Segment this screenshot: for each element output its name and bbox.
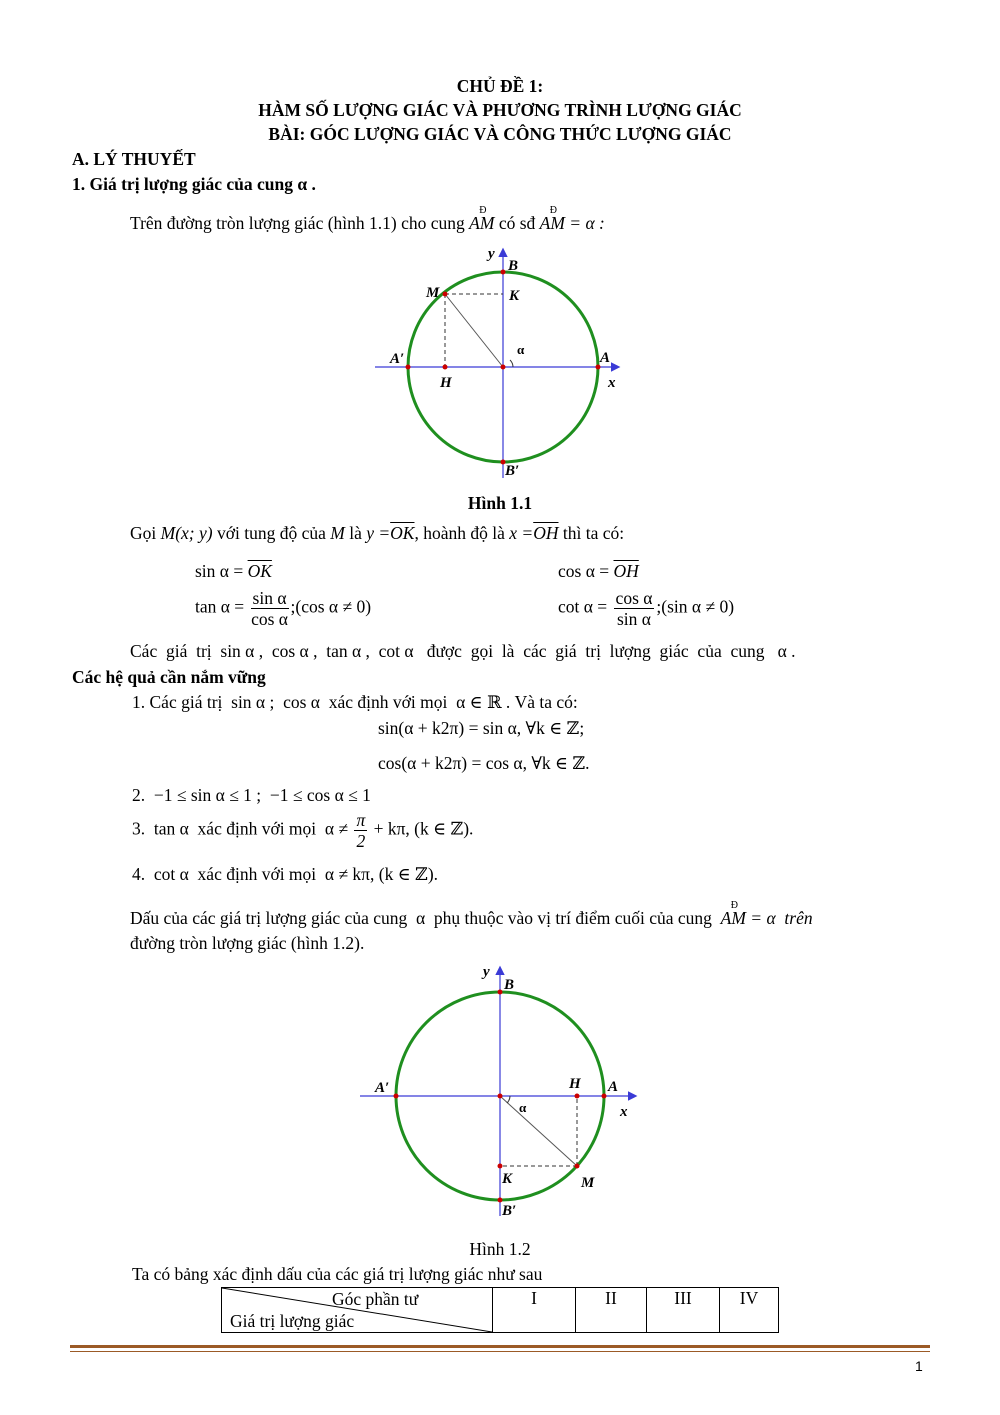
corollary-1-eq-2: cos(α + k2π) = cos α, ∀k ∈ ℤ. xyxy=(378,753,590,773)
corollary-3-tail: + kπ, (k ∈ ℤ). xyxy=(373,818,474,839)
arc-am-3 xyxy=(720,900,746,929)
pi-over-2 xyxy=(354,810,367,851)
intro-eq: = α : xyxy=(569,213,605,233)
column-header-3: III xyxy=(647,1288,720,1333)
sign-table xyxy=(221,1287,779,1333)
def-ok: $\overline{OK}$ xyxy=(390,523,415,543)
point-h-2 xyxy=(575,1094,580,1099)
cot-cond: (sin α ≠ 0) xyxy=(661,596,735,617)
label-ap-2: A′ xyxy=(375,1080,390,1096)
tan-den: cos α xyxy=(251,609,288,629)
label-k: K xyxy=(509,288,520,304)
cot-den: sin α xyxy=(617,609,651,629)
column-header-1: I xyxy=(493,1288,576,1333)
label-k-2: K xyxy=(502,1171,513,1187)
angle-arc-2 xyxy=(507,1096,510,1103)
label-a: A xyxy=(600,350,611,366)
arc-mark-2: Đ xyxy=(549,205,557,216)
label-x-2: x xyxy=(620,1104,628,1120)
unit-circle-figure-1 xyxy=(370,240,630,485)
sin-formula xyxy=(195,560,272,582)
def-text-a: Gọi xyxy=(130,523,157,543)
sign-paragraph-line-2: đường tròn lượng giác (hình 1.2). xyxy=(130,933,365,953)
pi-num: π xyxy=(356,810,366,830)
arc-mark: Đ xyxy=(479,205,487,216)
def-text-d: , hoành độ là xyxy=(414,523,505,543)
diagonal-header-cell xyxy=(222,1288,493,1333)
tan-lhs: tan α = xyxy=(195,596,245,617)
definition-line xyxy=(130,522,624,544)
pi-den: 2 xyxy=(356,831,366,851)
figure-2-caption: Hình 1.2 xyxy=(469,1239,531,1259)
point-m xyxy=(443,292,448,297)
intro-line xyxy=(130,205,605,234)
label-y: y xyxy=(488,246,495,262)
sign-line-1-end: = α trên xyxy=(750,908,813,928)
label-h: H xyxy=(440,375,452,391)
sign-paragraph-line-1 xyxy=(130,900,813,929)
corollary-1: 1. Các giá trị sin α ; cos α xác định với mọi α ∈ ℝ . Và ta có: xyxy=(132,692,578,712)
cos-formula xyxy=(558,560,639,582)
tan-cond: (cos α ≠ 0) xyxy=(295,596,372,617)
tan-sep: ; xyxy=(290,596,296,617)
label-m-2: M xyxy=(581,1175,595,1191)
point-k-2 xyxy=(498,1164,503,1169)
page-number: 1 xyxy=(915,1358,923,1374)
arc-label-3: AM xyxy=(720,908,746,928)
point-bp-2 xyxy=(498,1198,503,1203)
sign-line-1-text: Dấu của các giá trị lượng giác của cung α phụ thuộc vào vị trí điểm cuối của cung xyxy=(130,908,712,928)
def-y-lhs: y = xyxy=(366,523,391,543)
column-header-2: II xyxy=(576,1288,647,1333)
label-h-2: H xyxy=(569,1076,581,1092)
label-bp: B′ xyxy=(505,463,520,479)
arc-am xyxy=(469,205,495,234)
point-b-2 xyxy=(498,990,503,995)
label-bp-2: B′ xyxy=(502,1203,517,1219)
corollary-4: 4. cot α xác định với mọi α ≠ kπ, (k ∈ ℤ). xyxy=(132,864,439,884)
def-text-e: thì ta có: xyxy=(562,523,625,543)
sin-rhs: $\overline{OK}$ xyxy=(247,561,272,581)
cot-formula xyxy=(558,588,734,629)
arc-label-2: AM xyxy=(539,213,565,233)
def-text-c: là xyxy=(349,523,362,543)
section-a-heading: A. LÝ THUYẾT xyxy=(72,149,196,169)
footer-rule-thin xyxy=(70,1351,930,1352)
corollary-1-eq-1: sin(α + k2π) = sin α, ∀k ∈ ℤ; xyxy=(378,718,585,738)
lesson-heading: BÀI: GÓC LƯỢNG GIÁC VÀ CÔNG THỨC LƯỢNG GIÁC xyxy=(268,124,732,144)
def-text-b: với tung độ của xyxy=(216,523,326,543)
corollary-3-text: 3. tan α xác định với mọi α ≠ xyxy=(132,818,349,839)
subsection-1-heading: 1. Giá trị lượng giác của cung α . xyxy=(72,174,316,194)
def-oh: $\overline{OH}$ xyxy=(533,523,559,543)
cot-num: cos α xyxy=(615,588,653,608)
corollary-3 xyxy=(132,810,473,851)
label-a-2: A xyxy=(608,1079,619,1095)
arc-am-2 xyxy=(539,205,565,234)
cos-rhs: $\overline{OH}$ xyxy=(613,561,639,581)
topic-heading: HÀM SỐ LƯỢNG GIÁC VÀ PHƯƠNG TRÌNH LƯỢNG GIÁC xyxy=(258,100,742,120)
corollary-2: 2. −1 ≤ sin α ≤ 1 ; −1 ≤ cos α ≤ 1 xyxy=(132,785,371,805)
def-x-lhs: x = xyxy=(509,523,534,543)
point-o-2 xyxy=(498,1094,503,1099)
figure-1-caption: Hình 1.1 xyxy=(467,493,533,513)
point-ap xyxy=(406,365,411,370)
radius-om xyxy=(445,294,503,367)
unit-circle-figure-2 xyxy=(355,958,645,1223)
cos-lhs: cos α = xyxy=(558,561,610,581)
chapter-heading: CHỦ ĐỀ 1: xyxy=(456,76,544,96)
label-x: x xyxy=(608,375,616,391)
table-header-row xyxy=(222,1288,779,1333)
cot-lhs: cot α = xyxy=(558,596,608,617)
corollaries-heading: Các hệ quả cần nắm vững xyxy=(72,667,266,687)
point-a-2 xyxy=(602,1094,607,1099)
point-b xyxy=(501,270,506,275)
tan-fraction xyxy=(251,588,289,629)
label-b-2: B xyxy=(504,977,515,993)
def-point: M(x; y) xyxy=(160,523,213,543)
table-intro: Ta có bảng xác định dấu của các giá trị lượng giác như sau xyxy=(132,1264,543,1284)
sin-lhs: sin α = xyxy=(195,561,244,581)
point-o xyxy=(501,365,506,370)
cot-fraction xyxy=(614,588,655,629)
def-m: M xyxy=(330,523,345,543)
label-b: B xyxy=(508,258,519,274)
column-header-4: IV xyxy=(720,1288,779,1333)
arc-mark-3: Đ xyxy=(730,900,738,911)
header-top-label: Góc phần tư xyxy=(332,1289,419,1309)
header-bottom-label: Giá trị lượng giác xyxy=(230,1311,355,1331)
label-m: M xyxy=(426,285,440,301)
label-ap: A′ xyxy=(390,351,405,367)
label-alpha-2: α xyxy=(519,1100,527,1115)
footer-rule xyxy=(70,1345,930,1348)
intro-text-1: Trên đường tròn lượng giác (hình 1.1) cho cung xyxy=(130,213,465,233)
values-sentence: Các giá trị sin α , cos α , tan α , cot α được gọi là các giá trị lượng giác của cung α . xyxy=(130,641,796,661)
label-alpha: α xyxy=(517,342,525,357)
point-h xyxy=(443,365,448,370)
arc-label: AM xyxy=(469,213,495,233)
tan-num: sin α xyxy=(252,588,287,608)
point-ap-2 xyxy=(394,1094,399,1099)
radius-om-2 xyxy=(500,1096,577,1166)
intro-text-2: có sđ xyxy=(498,213,536,233)
tan-formula xyxy=(195,588,371,629)
point-m-2 xyxy=(575,1164,580,1169)
label-y-2: y xyxy=(483,964,490,980)
cot-sep: ; xyxy=(656,596,662,617)
angle-arc xyxy=(510,360,513,367)
